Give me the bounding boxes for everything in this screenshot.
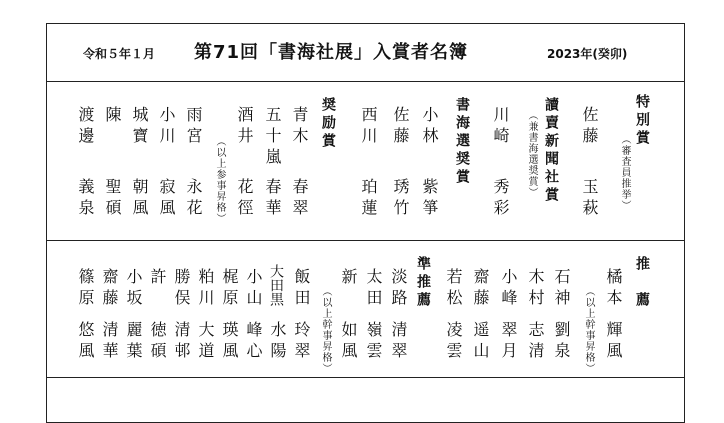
- name-entry: [245, 321, 261, 363]
- name-entry: [269, 321, 285, 363]
- surname: 齋藤: [471, 268, 490, 310]
- name-entry: [492, 106, 508, 148]
- surname: 梶原: [220, 268, 239, 310]
- award-note-text: （以上参事昇格）: [214, 136, 225, 224]
- given-name: 珀蓮: [359, 178, 378, 220]
- name-entry: [149, 268, 165, 289]
- given-name: 凌雲: [444, 321, 463, 363]
- given-name: 朝風: [130, 178, 149, 220]
- surname: 淡路: [389, 268, 408, 310]
- given-name: 清華: [100, 321, 119, 363]
- name-entry: [173, 268, 189, 310]
- given-name: 如風: [339, 321, 358, 363]
- divider: [47, 81, 684, 82]
- given-name: 清翠: [389, 321, 408, 363]
- divider: [47, 240, 684, 241]
- surname: 大田黒: [268, 264, 284, 306]
- name-entry: [104, 178, 120, 220]
- name-entry: [392, 106, 408, 148]
- award-tokubetsu: [635, 94, 649, 148]
- given-name: 瑛風: [220, 321, 239, 363]
- given-name: 麗葉: [124, 321, 143, 363]
- given-name: 徳碩: [148, 321, 167, 363]
- name-entry: [185, 106, 201, 148]
- surname: 渡邊: [76, 106, 95, 148]
- name-entry: [131, 178, 147, 220]
- surname: 川崎: [491, 106, 510, 148]
- name-entry: [293, 321, 309, 363]
- award-suisen: [635, 256, 649, 328]
- name-entry: [291, 178, 307, 220]
- name-entry: [360, 178, 376, 220]
- given-name: 玲翠: [292, 321, 311, 363]
- given-name: 嶺雲: [364, 321, 383, 363]
- name-entry: [472, 268, 488, 310]
- surname: 飯田: [292, 268, 311, 310]
- name-entry: [158, 106, 174, 148]
- award-note: [583, 286, 593, 374]
- award-heading: 讀賣新聞社賞: [543, 97, 559, 205]
- surname: 西川: [359, 106, 378, 148]
- name-entry: [197, 321, 213, 363]
- name-entry: [605, 268, 621, 310]
- surname: 篠原: [76, 268, 95, 310]
- name-entry: [390, 321, 406, 363]
- name-entry: [264, 178, 280, 220]
- name-entry: [293, 268, 309, 310]
- award-yomiuri: [544, 97, 558, 205]
- given-name: 劉泉: [552, 321, 571, 363]
- given-name: 遥山: [471, 321, 490, 363]
- name-entry: [77, 106, 93, 148]
- name-entry: [236, 178, 252, 220]
- given-name: 春華: [263, 178, 282, 220]
- name-entry: [101, 321, 117, 363]
- name-entry: [104, 106, 120, 127]
- given-name: 輝風: [604, 321, 623, 363]
- given-name: 義泉: [76, 178, 95, 220]
- name-entry: [365, 321, 381, 363]
- name-entry: [527, 321, 543, 363]
- award-shokai: [455, 97, 469, 187]
- award-heading: 特別賞: [634, 94, 650, 148]
- header-date: 令和５年１月: [83, 47, 156, 61]
- name-entry: [77, 178, 93, 220]
- surname: 木村: [526, 268, 545, 310]
- surname: 酒井: [235, 106, 254, 148]
- surname: 雨宮: [184, 106, 203, 148]
- surname: 小山: [244, 268, 263, 310]
- given-name: 大道: [196, 321, 215, 363]
- surname: 齋藤: [100, 268, 119, 310]
- name-entry: [340, 268, 356, 289]
- name-entry: [264, 106, 280, 169]
- given-name: 峰心: [244, 321, 263, 363]
- name-entry: [581, 178, 597, 220]
- name-entry: [553, 321, 569, 363]
- surname: 若松: [444, 268, 463, 310]
- surname: 小峰: [499, 268, 518, 310]
- name-entry: [291, 106, 307, 148]
- award-note-text: （以上幹事昇格）: [583, 286, 594, 374]
- award-note-text: （兼書海選奨賞）: [526, 110, 537, 198]
- name-entry: [269, 264, 283, 306]
- given-name: 翠月: [499, 321, 518, 363]
- award-junsuisen: [416, 256, 430, 310]
- surname: 佐藤: [391, 106, 410, 148]
- given-name: 悠風: [76, 321, 95, 363]
- surname: 粕川: [196, 268, 215, 310]
- name-entry: [236, 106, 252, 148]
- name-entry: [185, 178, 201, 220]
- award-note-text: （以上幹事昇格）: [320, 286, 331, 374]
- name-entry: [445, 268, 461, 310]
- given-name: 琇竹: [391, 178, 410, 220]
- name-entry: [77, 268, 93, 310]
- surname: 許: [148, 268, 167, 289]
- surname: 青木: [290, 106, 309, 148]
- surname: 新: [339, 268, 358, 289]
- name-entry: [553, 268, 569, 310]
- surname: 五十嵐: [263, 106, 282, 169]
- name-entry: [77, 321, 93, 363]
- surname: 勝俣: [172, 268, 191, 310]
- award-note: [320, 286, 330, 374]
- award-note: [214, 136, 224, 224]
- given-name: 秀彩: [491, 178, 510, 220]
- given-name: 志清: [526, 321, 545, 363]
- name-entry: [421, 178, 437, 220]
- award-note: [526, 110, 536, 198]
- given-name: 春翠: [290, 178, 309, 220]
- name-entry: [131, 106, 147, 148]
- award-heading: 準推薦: [415, 256, 431, 310]
- page-title: 第71回「書海社展」入賞者名簿: [194, 42, 469, 63]
- given-name: 永花: [184, 178, 203, 220]
- name-entry: [101, 268, 117, 310]
- title-row: [47, 24, 684, 81]
- name-entry: [340, 321, 356, 363]
- given-name: 水陽: [268, 321, 287, 363]
- given-name: 寂風: [157, 178, 176, 220]
- surname: 城寶: [130, 106, 149, 148]
- name-entry: [472, 321, 488, 363]
- name-entry: [527, 268, 543, 310]
- award-note: [619, 134, 629, 211]
- name-entry: [421, 106, 437, 148]
- surname: 小林: [420, 106, 439, 148]
- given-name: 聖碩: [103, 178, 122, 220]
- name-entry: [605, 321, 621, 363]
- award-heading: 推薦: [634, 256, 650, 328]
- award-heading: 奨励賞: [320, 97, 336, 151]
- surname: 小川: [157, 106, 176, 148]
- surname: 佐藤: [580, 106, 599, 148]
- name-entry: [149, 321, 165, 363]
- name-entry: [392, 178, 408, 220]
- name-entry: [197, 268, 213, 310]
- award-note-text: （審査員推挙）: [619, 134, 630, 211]
- name-entry: [360, 106, 376, 148]
- name-entry: [221, 268, 237, 310]
- divider: [47, 377, 684, 378]
- name-entry: [245, 268, 261, 310]
- surname: 石神: [552, 268, 571, 310]
- surname: 小坂: [124, 268, 143, 310]
- surname: 太田: [364, 268, 383, 310]
- surname: 橘本: [604, 268, 623, 310]
- header-year: 2023年(癸卯): [547, 47, 628, 61]
- name-entry: [125, 321, 141, 363]
- name-entry: [492, 178, 508, 220]
- given-name: 清邨: [172, 321, 191, 363]
- name-entry: [158, 178, 174, 220]
- name-entry: [581, 106, 597, 148]
- name-entry: [500, 268, 516, 310]
- surname: 陳: [103, 106, 122, 127]
- name-entry: [221, 321, 237, 363]
- given-name: 玉萩: [580, 178, 599, 220]
- name-entry: [365, 268, 381, 310]
- name-entry: [390, 268, 406, 310]
- given-name: 花徑: [235, 178, 254, 220]
- award-heading: 書海選奨賞: [454, 97, 470, 187]
- award-list-frame: [46, 23, 685, 423]
- name-entry: [500, 321, 516, 363]
- given-name: 紫箏: [420, 178, 439, 220]
- name-entry: [173, 321, 189, 363]
- name-entry: [445, 321, 461, 363]
- name-entry: [125, 268, 141, 310]
- award-shorei: [321, 97, 335, 151]
